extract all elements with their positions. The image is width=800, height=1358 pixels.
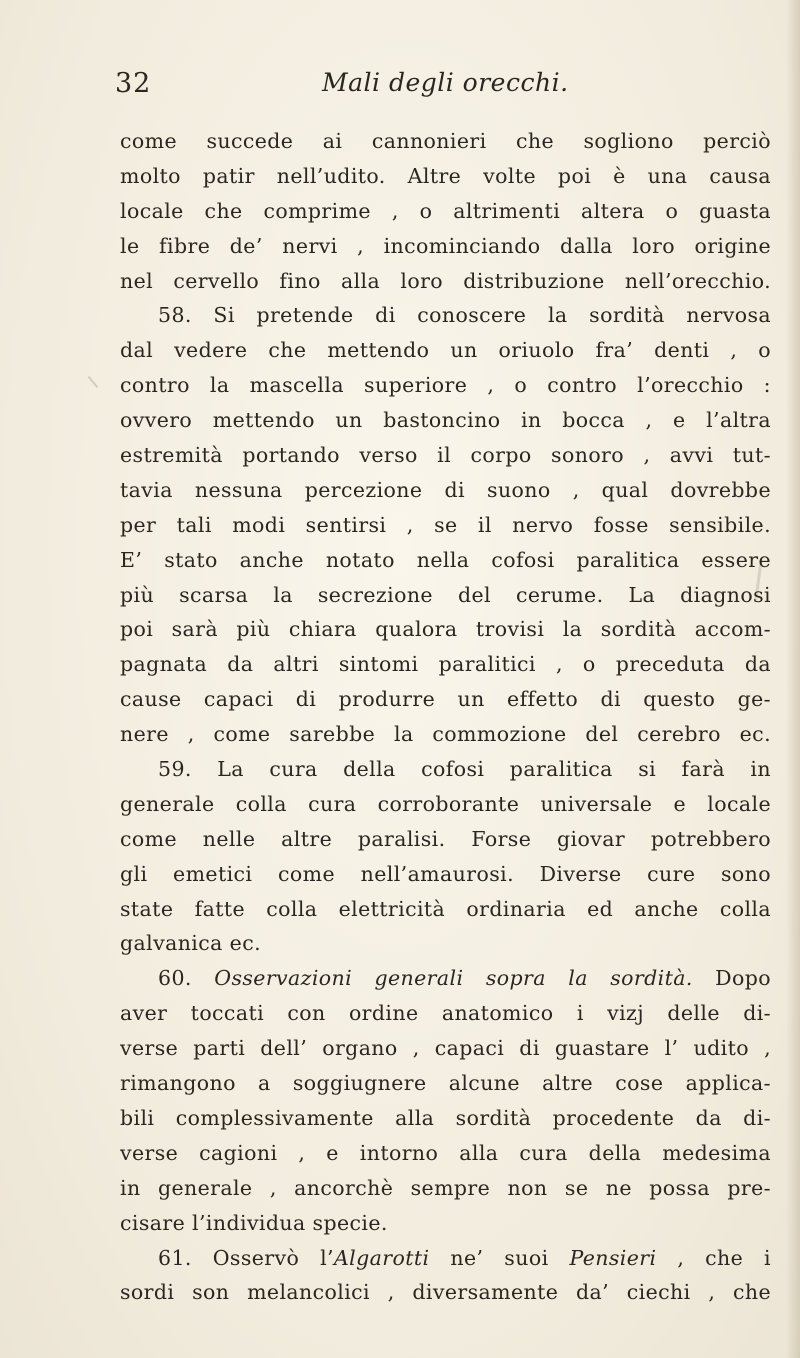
page-header (0, 68, 800, 108)
text-line-para-58: 58. Si pretende di conoscere la sordità nervosa (158, 303, 771, 328)
text-line: poi sarà più chiara qualora trovisi la sordità accom- (120, 617, 771, 642)
text-line: gli emetici come nell’amaurosi. Diverse cure sono (120, 861, 771, 886)
text-fragment: , che i (677, 1245, 771, 1270)
text-line: verse parti dell’ organo , capaci di guastare l’ udito , (120, 1036, 771, 1061)
text-line: molto patir nell’udito. Altre volte poi è una causa (120, 163, 771, 188)
page-edge-shadow (786, 0, 800, 1358)
text-line: galvanica ec. (120, 931, 262, 956)
body-text (120, 124, 771, 1310)
text-fragment: ne’ suoi (450, 1245, 549, 1270)
text-line: bili complessivamente alla sordità procedente da di- (120, 1105, 771, 1130)
running-title: Mali degli orecchi. (322, 68, 569, 97)
text-line-para-61 (120, 1241, 771, 1276)
text-line: più scarsa la secrezione del cerume. La diagnosi (120, 582, 771, 607)
text-line: generale colla cura corroborante universale e locale (120, 791, 771, 816)
text-line: come nelle altre paralisi. Forse giovar potrebbero (120, 826, 771, 851)
text-line: contro la mascella superiore , o contro l’orecchio : (120, 373, 771, 398)
text-line: state fatte colla elettricità ordinaria ed anche colla (120, 896, 771, 921)
text-line: per tali modi sentirsi , se il nervo fosse sensibile. (120, 512, 771, 537)
text-line: le fibre de’ nervi , incominciando dalla loro origine (120, 233, 771, 258)
paragraph-number: 60. (158, 966, 192, 991)
text-line: aver toccati con ordine anatomico i vizj delle di- (120, 1001, 771, 1026)
text-line-para-60 (120, 961, 771, 996)
text-line: in generale , ancorchè sempre non se ne possa pre- (120, 1175, 771, 1200)
text-line: estremità portando verso il corpo sonoro , avvi tut- (120, 443, 771, 468)
text-line: verse cagioni , e intorno alla cura della medesima (120, 1140, 771, 1165)
work-title: Pensieri (569, 1245, 657, 1270)
text-line: tavia nessuna percezione di suono , qual dovrebbe (120, 477, 771, 502)
text-line: cause capaci di produrre un effetto di questo ge- (120, 687, 771, 712)
text-line: ovvero mettendo un bastoncino in bocca , e l’altra (120, 408, 771, 433)
page-number: 32 (115, 68, 152, 99)
text-line: come succede ai cannonieri che sogliono perciò (120, 129, 771, 153)
text-line: cisare l’individua specie. (120, 1210, 388, 1235)
text-line: nere , come sarebbe la commozione del cerebro ec. (120, 722, 771, 747)
text-line: E’ stato anche notato nella cofosi paralitica essere (120, 547, 771, 572)
text-line: rimangono a soggiugnere alcune altre cose applica- (120, 1071, 771, 1096)
text-line: locale che comprime , o altrimenti altera o guasta (120, 198, 771, 223)
text-line: sordi son melancolici , diversamente da’ ciechi , che (120, 1280, 771, 1305)
text-line: nel cervello fino alla loro distribuzione nell’orecchio. (120, 268, 771, 293)
text-line: dal vedere che mettendo un oriuolo fra’ denti , o (120, 338, 771, 363)
paper-mark (88, 376, 99, 388)
section-title: Osservazioni generali sopra la sordità. (214, 966, 693, 991)
text-line-para-59: 59. La cura della cofosi paralitica si farà in (158, 757, 771, 782)
text-fragment: 61. Osservò l’ (158, 1245, 334, 1270)
text-line: pagnata da altri sintomi paralitici , o preceduta da (120, 652, 771, 677)
author-name: Algarotti (333, 1245, 430, 1270)
text-fragment: Dopo (715, 966, 771, 991)
